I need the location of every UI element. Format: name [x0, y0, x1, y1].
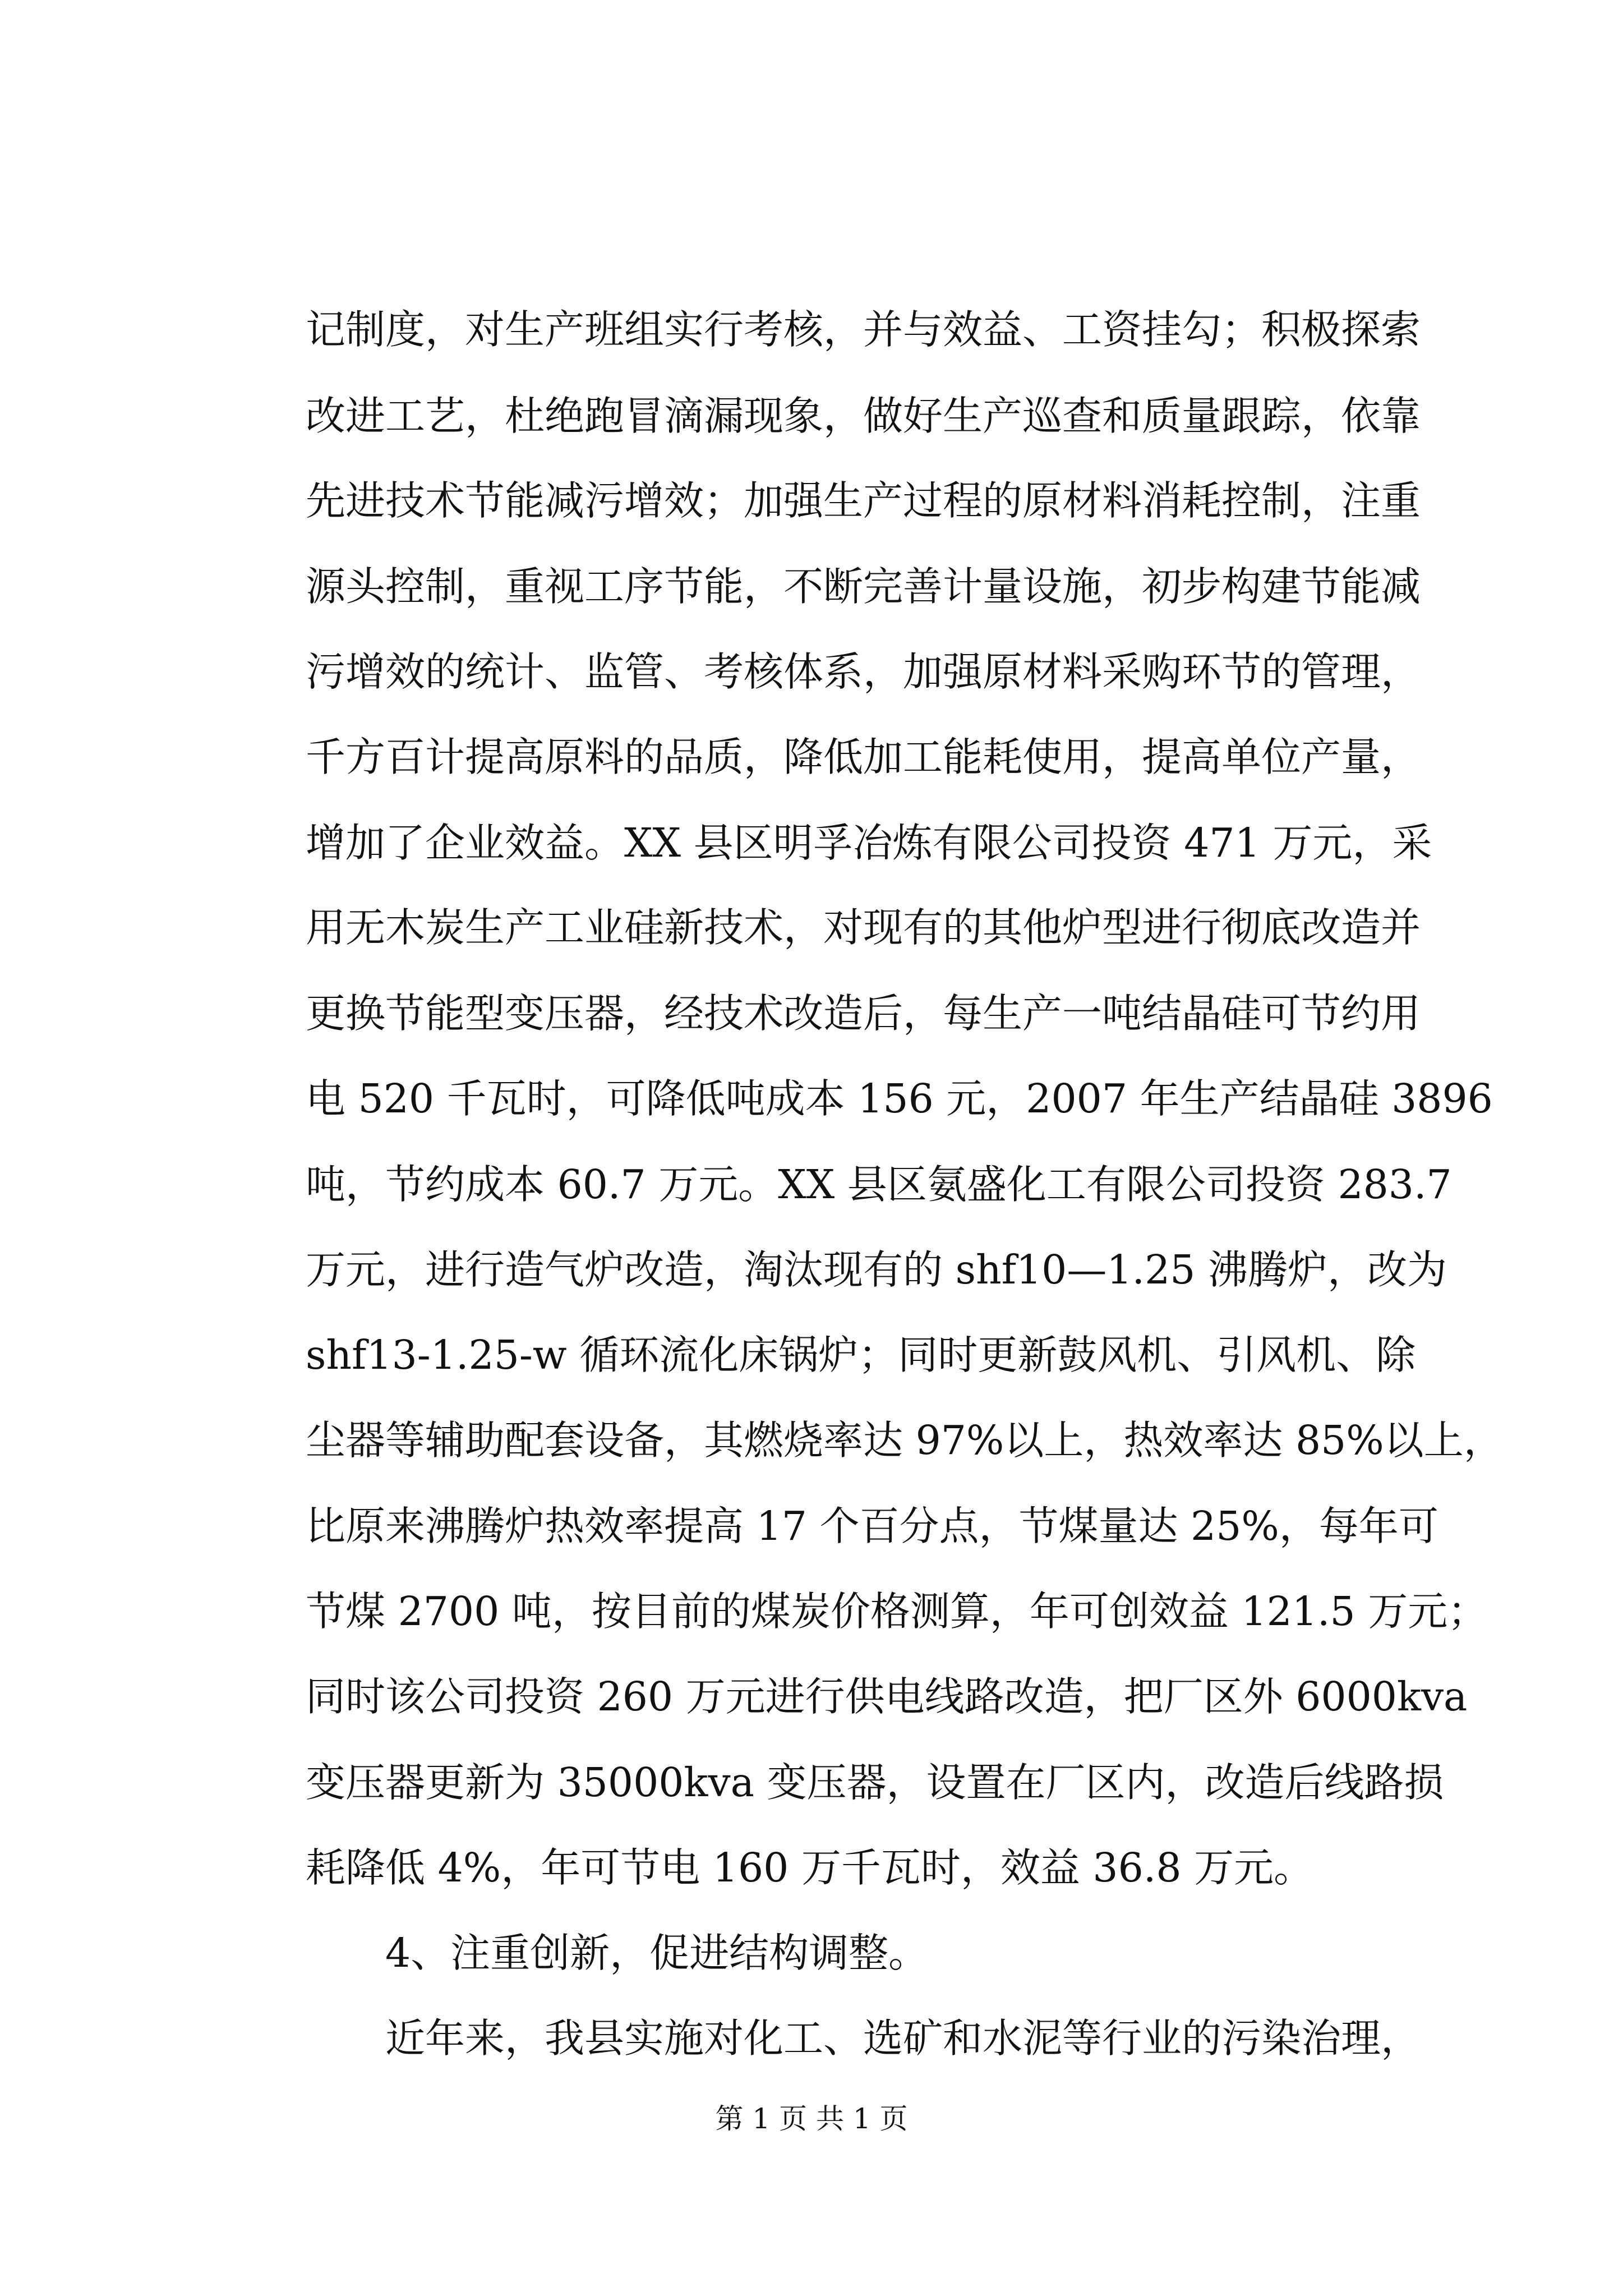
body-line-2: 改进工艺，杜绝跑冒滴漏现象，做好生产巡查和质量跟踪，依靠 — [306, 393, 1421, 439]
body-line-19: 耗降低 4%，年可节电 160 万千瓦时，效益 36.8 万元。 — [306, 1844, 1314, 1891]
body-line-5: 污增效的统计、监管、考核体系，加强原材料采购环节的管理， — [306, 648, 1421, 695]
body-line-9: 更换节能型变压器，经技术改造后，每生产一吨结晶硅可节约用 — [306, 990, 1421, 1037]
body-line-1: 记制度，对生产班组实行考核，并与效益、工资挂勾；积极探索 — [306, 306, 1421, 353]
body-line-21: 近年来，我县实施对化工、选矿和水泥等行业的污染治理， — [306, 2015, 1421, 2062]
body-line-3: 先进技术节能减污增效；加强生产过程的原材料消耗控制，注重 — [306, 477, 1421, 524]
page-footer: 第 1 页 共 1 页 — [715, 2102, 908, 2135]
body-line-7: 增加了企业效益。XX 县区明孚冶炼有限公司投资 471 万元，采 — [306, 820, 1432, 866]
body-line-13: shf13-1.25-w 循环流化床锅炉；同时更新鼓风机、引风机、除 — [306, 1332, 1416, 1378]
body-line-16: 节煤 2700 吨，按目前的煤炭价格测算，年可创效益 121.5 万元； — [306, 1588, 1488, 1635]
body-line-12: 万元，进行造气炉改造，淘汰现有的 shf10—1.25 沸腾炉，改为 — [306, 1246, 1447, 1293]
body-line-11: 吨，节约成本 60.7 万元。XX 县区氨盛化工有限公司投资 283.7 — [306, 1161, 1452, 1208]
body-line-6: 千方百计提高原料的品质，降低加工能耗使用，提高单位产量， — [306, 734, 1421, 780]
body-line-8: 用无木炭生产工业硅新技术，对现有的其他炉型进行彻底改造并 — [306, 904, 1421, 951]
body-line-17: 同时该公司投资 260 万元进行供电线路改造，把厂区外 6000kva — [306, 1673, 1468, 1720]
body-line-14: 尘器等辅助配套设备，其燃烧率达 97%以上，热效率达 85%以上， — [306, 1417, 1504, 1464]
body-line-4: 源头控制，重视工序节能，不断完善计量设施，初步构建节能减 — [306, 563, 1421, 610]
body-line-15: 比原来沸腾炉热效率提高 17 个百分点，节煤量达 25%，每年可 — [306, 1503, 1438, 1549]
section-heading: 4、注重创新，促进结构调整。 — [306, 1930, 929, 1976]
body-line-10: 电 520 千瓦时，可降低吨成本 156 元，2007 年生产结晶硅 3896 — [306, 1075, 1493, 1122]
body-line-18: 变压器更新为 35000kva 变压器，设置在厂区内，改造后线路损 — [306, 1759, 1444, 1806]
